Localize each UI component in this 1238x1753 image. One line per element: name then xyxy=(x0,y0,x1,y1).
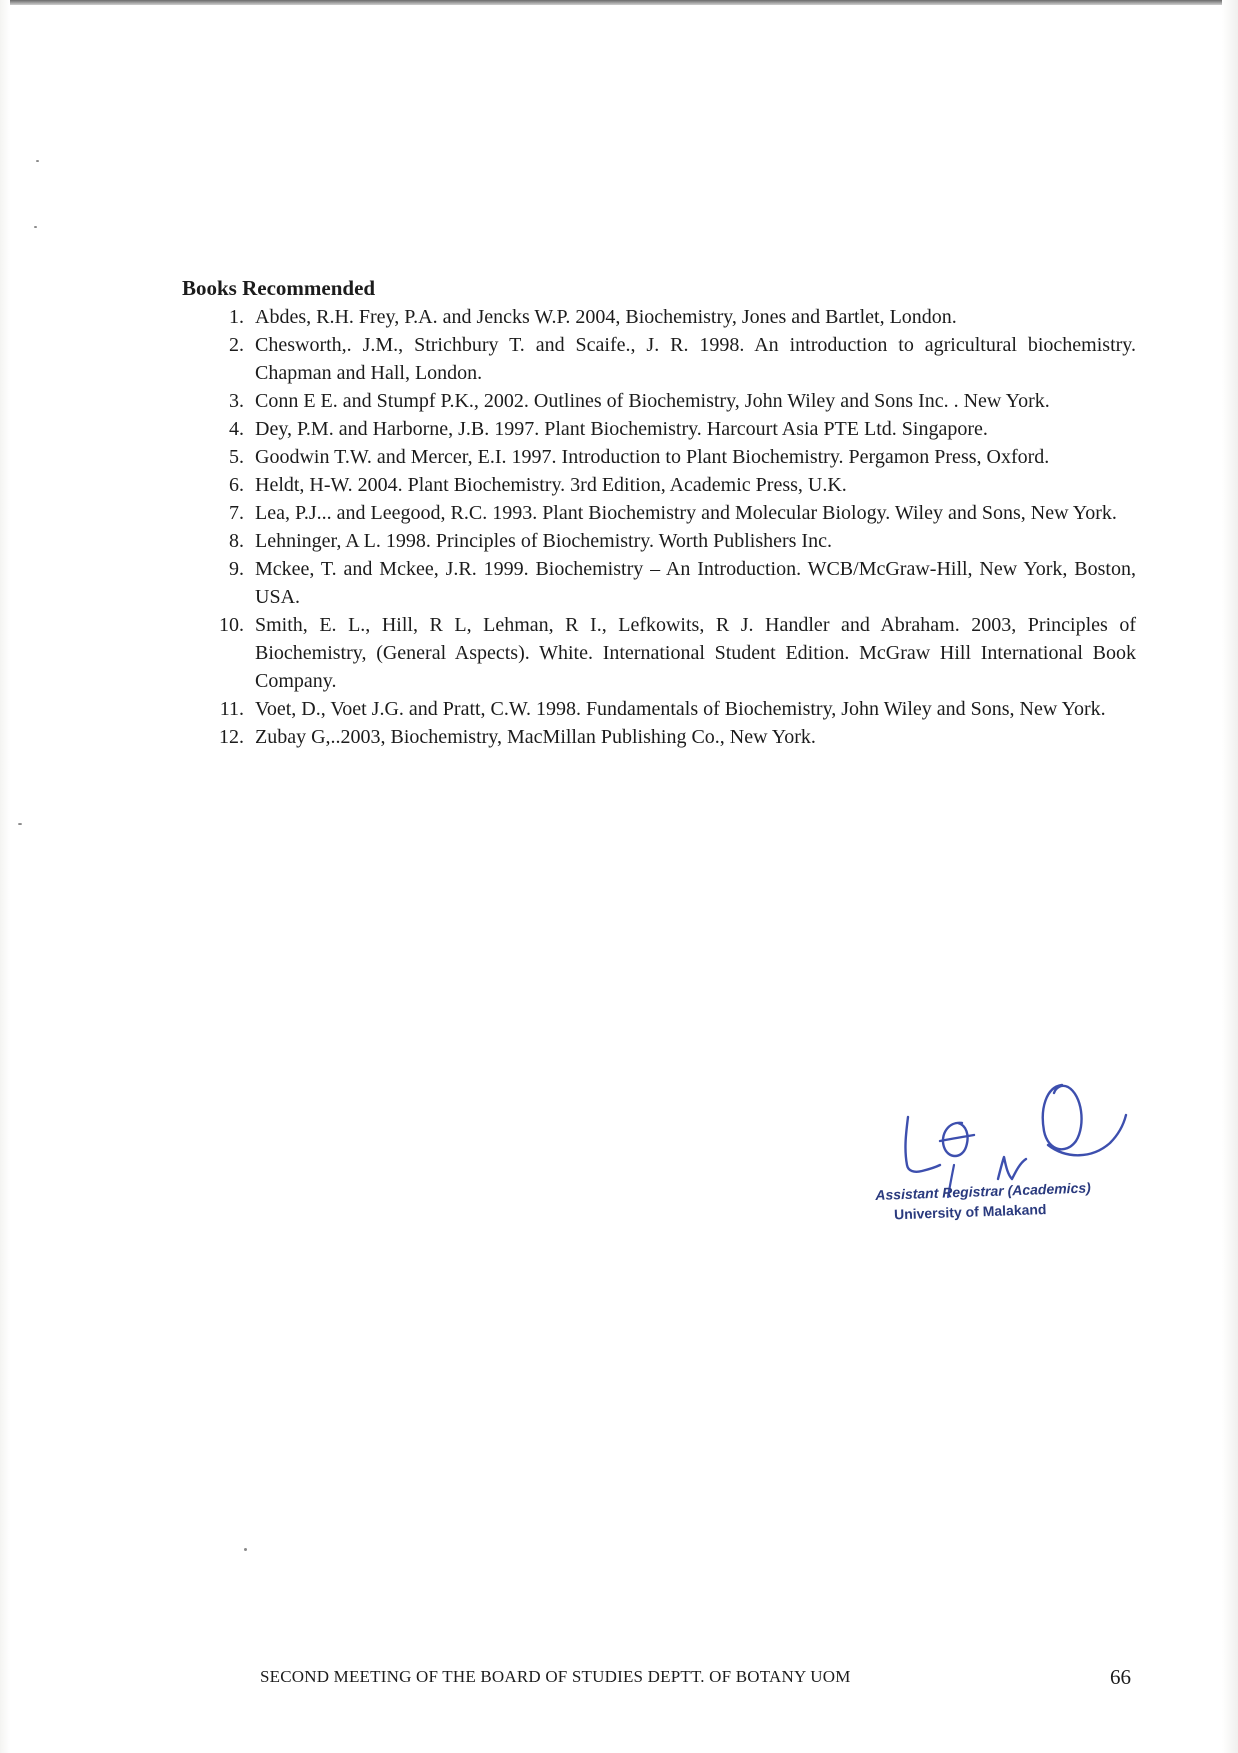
book-list-item xyxy=(182,471,1136,499)
scan-top-edge xyxy=(0,0,1238,5)
book-list-item xyxy=(182,303,1136,331)
registrar-stamp xyxy=(875,1177,1116,1225)
book-citation: Goodwin T.W. and Mercer, E.I. 1997. Introduction to Plant Biochemistry. Pergamon Press, Oxford. xyxy=(255,446,1050,468)
book-number: 5. xyxy=(229,446,244,468)
book-list-item xyxy=(182,331,1136,387)
stamp-title: Assistant Registrar (Academics) xyxy=(875,1179,1092,1203)
books-recommended-section xyxy=(182,274,1136,751)
scan-right-edge xyxy=(1222,0,1238,1753)
book-list-item xyxy=(182,443,1136,471)
book-citation: Zubay G,..2003, Biochemistry, MacMillan Publishing Co., New York. xyxy=(255,726,816,748)
book-number: 4. xyxy=(229,418,244,440)
book-list-item xyxy=(182,387,1136,415)
scan-speck xyxy=(18,823,22,825)
book-citation: Conn E E. and Stumpf P.K., 2002. Outlines of Biochemistry, John Wiley and Sons Inc. . New York. xyxy=(255,390,1050,412)
book-number: 12. xyxy=(219,726,244,748)
book-list-item xyxy=(182,695,1136,723)
book-citation: Smith, E. L., Hill, R L, Lehman, R I., Lefkowits, R J. Handler and Abraham. 2003, Principles of Biochemistry, (General Aspects). White. International Student Edition. McGraw Hill International Book Company. xyxy=(255,614,1136,692)
scan-left-edge xyxy=(0,0,10,1753)
book-number: 3. xyxy=(229,390,244,412)
book-number: 10. xyxy=(219,614,244,636)
book-number: 7. xyxy=(229,502,244,524)
book-citation: Voet, D., Voet J.G. and Pratt, C.W. 1998. Fundamentals of Biochemistry, John Wiley and Sons, New York. xyxy=(255,698,1106,720)
book-citation: Abdes, R.H. Frey, P.A. and Jencks W.P. 2004, Biochemistry, Jones and Bartlet, London. xyxy=(255,306,957,328)
book-number: 8. xyxy=(229,530,244,552)
scan-speck xyxy=(244,1548,247,1551)
book-citation: Dey, P.M. and Harborne, J.B. 1997. Plant Biochemistry. Harcourt Asia PTE Ltd. Singapore. xyxy=(255,418,988,440)
book-citation: Heldt, H-W. 2004. Plant Biochemistry. 3rd Edition, Academic Press, U.K. xyxy=(255,474,847,496)
book-number: 6. xyxy=(229,474,244,496)
book-list-item xyxy=(182,723,1136,751)
scan-speck xyxy=(36,160,39,162)
section-heading: Books Recommended xyxy=(182,276,376,300)
page-number: 66 xyxy=(1110,1665,1131,1689)
book-list-item xyxy=(182,527,1136,555)
book-list-item xyxy=(182,611,1136,695)
signature-block xyxy=(860,1075,1160,1245)
book-number: 9. xyxy=(229,558,244,580)
book-list-item xyxy=(182,499,1136,527)
footer-title: SECOND MEETING OF THE BOARD OF STUDIES DEPTT. OF BOTANY UOM xyxy=(260,1667,851,1686)
page-footer xyxy=(0,1667,1238,1697)
book-list xyxy=(182,303,1136,751)
book-number: 11. xyxy=(219,698,244,720)
scan-speck xyxy=(34,226,37,228)
book-citation: Lehninger, A L. 1998. Principles of Biochemistry. Worth Publishers Inc. xyxy=(255,530,832,552)
book-citation: Chesworth,. J.M., Strichbury T. and Scaife., J. R. 1998. An introduction to agricultural biochemistry. Chapman and Hall, London. xyxy=(255,334,1136,384)
book-citation: Lea, P.J... and Leegood, R.C. 1993. Plant Biochemistry and Molecular Biology. Wiley and Sons, New York. xyxy=(255,502,1117,524)
book-citation: Mckee, T. and Mckee, J.R. 1999. Biochemistry – An Introduction. WCB/McGraw-Hill, New York, Boston, USA. xyxy=(255,558,1136,608)
book-number: 1. xyxy=(229,306,244,328)
book-number: 2. xyxy=(229,334,244,356)
book-list-item xyxy=(182,555,1136,611)
stamp-institution: University of Malakand xyxy=(893,1201,1047,1223)
book-list-item xyxy=(182,415,1136,443)
